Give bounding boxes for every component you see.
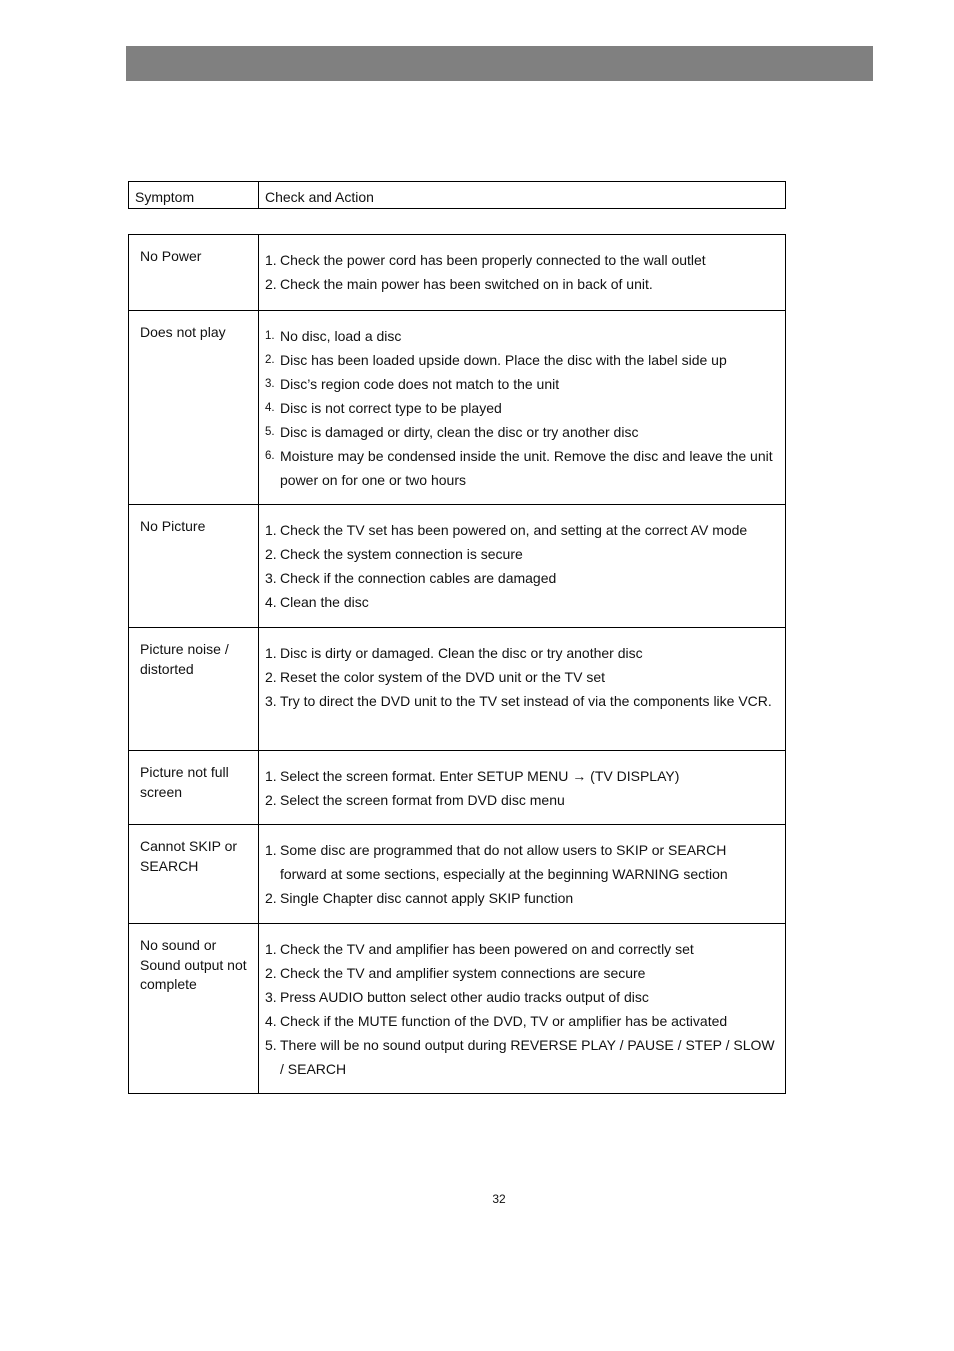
action-text: Clean the disc xyxy=(280,594,369,610)
item-number: 4. xyxy=(265,402,275,414)
troubleshooting-table xyxy=(128,234,786,1094)
item-number: 2. xyxy=(265,546,277,562)
header-action: Check and Action xyxy=(265,189,374,205)
action-item xyxy=(265,937,775,961)
action-item xyxy=(265,764,775,788)
item-number: 3. xyxy=(265,989,277,1005)
item-number: 1. xyxy=(265,522,277,538)
action-text: Check the TV and amplifier system connections are secure xyxy=(280,965,646,981)
action-text: Disc has been loaded upside down. Place the disc with the label side up xyxy=(280,352,727,368)
action-text: Select the screen format. Enter SETUP MENU → (TV DISPLAY) xyxy=(280,768,680,784)
item-number: 1. xyxy=(265,842,277,858)
item-number: 1. xyxy=(265,941,277,957)
item-number: 2. xyxy=(265,276,277,292)
action-item xyxy=(265,665,775,689)
action-item xyxy=(265,886,775,910)
action-list xyxy=(265,641,775,713)
action-cell xyxy=(259,505,785,627)
item-number: 2. xyxy=(265,965,277,981)
action-text: Select the screen format from DVD disc menu xyxy=(280,792,565,808)
action-text: Disc is damaged or dirty, clean the disc or try another disc xyxy=(280,424,639,440)
action-text: Some disc are programmed that do not allow users to SKIP or SEARCH forward at some sections, especially at the beginning WARNING section xyxy=(280,842,728,882)
action-text: Check if the MUTE function of the DVD, TV or amplifier has be activated xyxy=(280,1013,728,1029)
header-symptom: Symptom xyxy=(129,182,259,208)
action-item xyxy=(265,961,775,985)
item-number: 4. xyxy=(265,1013,277,1029)
action-text: Check if the connection cables are damaged xyxy=(280,570,557,586)
action-item xyxy=(265,396,775,420)
action-cell xyxy=(259,825,785,923)
item-number: 5. xyxy=(265,1037,277,1053)
action-text: Check the main power has been switched on in back of unit. xyxy=(280,276,653,292)
action-item xyxy=(265,248,775,272)
action-list xyxy=(265,518,775,614)
symptom-cell: Does not play xyxy=(129,311,259,504)
item-number: 2. xyxy=(265,890,277,906)
action-item xyxy=(265,420,775,444)
action-list xyxy=(265,937,775,1081)
item-number: 1. xyxy=(265,768,277,784)
symptom-cell: No sound or Sound output not complete xyxy=(129,924,259,1093)
action-text: Disc is dirty or damaged. Clean the disc or try another disc xyxy=(280,645,643,661)
action-text: Check the TV set has been powered on, and setting at the correct AV mode xyxy=(280,522,748,538)
action-cell xyxy=(259,235,785,310)
item-number: 3. xyxy=(265,693,277,709)
action-text: Disc is not correct type to be played xyxy=(280,400,502,416)
action-item xyxy=(265,689,775,713)
action-item xyxy=(265,272,775,296)
item-number: 6. xyxy=(265,450,275,462)
action-text: Moisture may be condensed inside the unit. Remove the disc and leave the unit power on for one or two hours xyxy=(280,448,773,488)
table-row xyxy=(129,310,785,504)
action-text: There will be no sound output during REVERSE PLAY / PAUSE / STEP / SLOW / SEARCH xyxy=(280,1037,775,1077)
action-text: Disc’s region code does not match to the unit xyxy=(280,376,560,392)
item-number: 1. xyxy=(265,330,275,342)
action-item xyxy=(265,985,775,1009)
table-row xyxy=(129,750,785,824)
action-item xyxy=(265,348,775,372)
action-text: Check the TV and amplifier has been powered on and correctly set xyxy=(280,941,694,957)
action-text: Press AUDIO button select other audio tracks output of disc xyxy=(280,989,649,1005)
page-number: 32 xyxy=(492,1192,506,1206)
symptom-cell: Cannot SKIP or SEARCH xyxy=(129,825,259,923)
action-list xyxy=(265,838,775,910)
action-list xyxy=(265,324,775,492)
table-header xyxy=(128,181,786,209)
item-number: 5. xyxy=(265,426,275,438)
item-number: 2. xyxy=(265,354,275,366)
action-cell xyxy=(259,628,785,750)
item-number: 1. xyxy=(265,645,277,661)
action-item xyxy=(265,641,775,665)
action-item xyxy=(265,372,775,396)
action-item xyxy=(265,542,775,566)
symptom-cell: No Picture xyxy=(129,505,259,627)
header-bar xyxy=(126,46,873,81)
action-item xyxy=(265,788,775,812)
action-cell xyxy=(259,924,785,1093)
action-item xyxy=(265,566,775,590)
action-item xyxy=(265,1033,775,1081)
action-item xyxy=(265,324,775,348)
action-item xyxy=(265,1009,775,1033)
table-row xyxy=(129,504,785,627)
action-cell xyxy=(259,311,785,504)
item-number: 2. xyxy=(265,792,277,808)
action-text: No disc, load a disc xyxy=(280,328,402,344)
action-text: Reset the color system of the DVD unit or the TV set xyxy=(280,669,605,685)
symptom-cell: Picture not full screen xyxy=(129,751,259,824)
item-number: 1. xyxy=(265,252,277,268)
action-text: Try to direct the DVD unit to the TV set instead of via the components like VCR. xyxy=(280,693,772,709)
symptom-cell: Picture noise / distorted xyxy=(129,628,259,750)
table-row xyxy=(129,627,785,750)
item-number: 3. xyxy=(265,570,277,586)
action-list xyxy=(265,764,775,812)
table-row xyxy=(129,235,785,310)
action-list xyxy=(265,248,775,296)
action-text: Check the power cord has been properly connected to the wall outlet xyxy=(280,252,706,268)
action-item xyxy=(265,590,775,614)
item-number: 4. xyxy=(265,594,277,610)
symptom-cell: No Power xyxy=(129,235,259,310)
action-cell xyxy=(259,751,785,824)
action-text: Check the system connection is secure xyxy=(280,546,523,562)
item-number: 3. xyxy=(265,378,275,390)
table-row xyxy=(129,923,785,1093)
action-item xyxy=(265,518,775,542)
action-item xyxy=(265,838,775,886)
action-item xyxy=(265,444,775,492)
table-row xyxy=(129,824,785,923)
item-number: 2. xyxy=(265,669,277,685)
action-text: Single Chapter disc cannot apply SKIP function xyxy=(280,890,574,906)
